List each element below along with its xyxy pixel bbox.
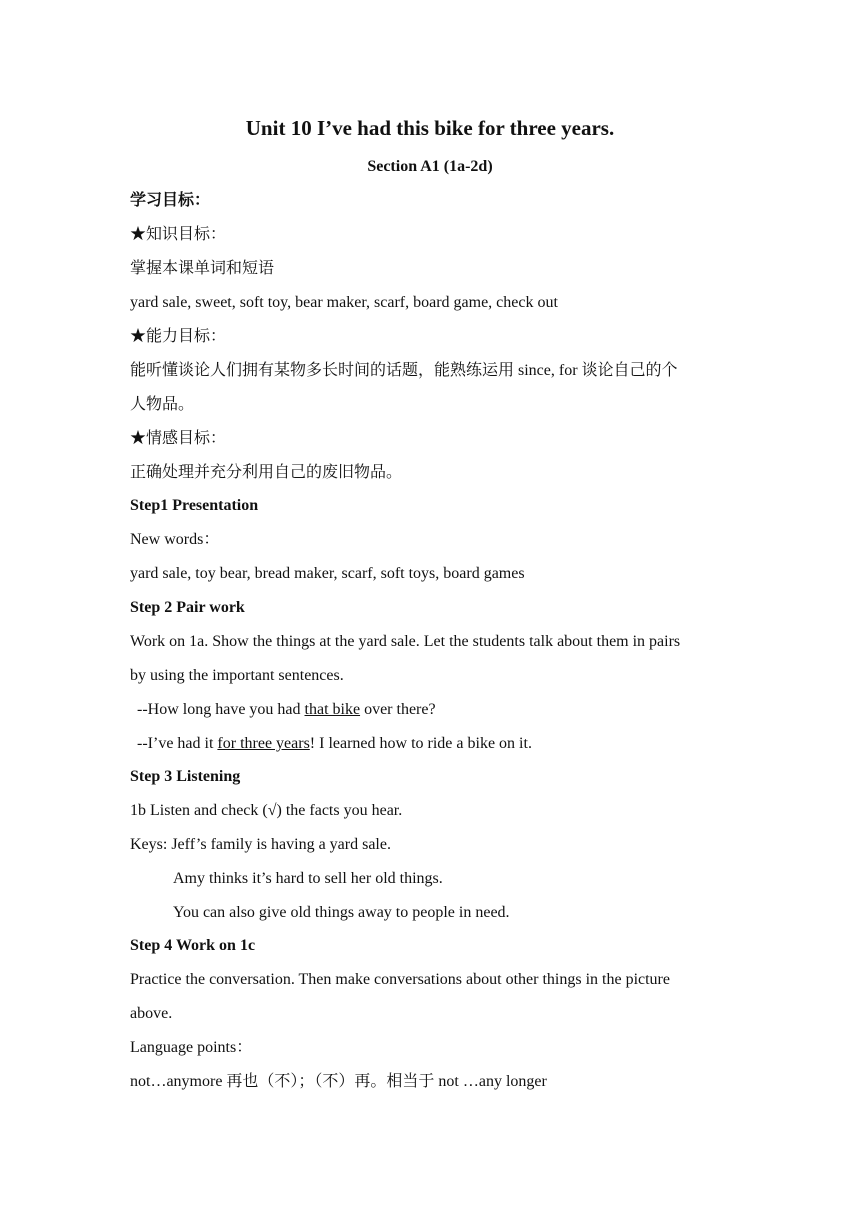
step2-instruction: Work on 1a. Show the things at the yard sale. Let the students talk about them in pairs: [130, 633, 681, 650]
emotion-line: 正确处理并充分利用自己的废旧物品。: [130, 464, 403, 481]
step3-instruction: 1b Listen and check (√) the facts you hear.: [130, 802, 403, 819]
ability-line: 能听懂谈论人们拥有某物多长时间的话题，能熟练运用 since, for 谈论自己的个: [130, 362, 678, 379]
step3-keys-line-2: Amy thinks it’s hard to sell her old things.: [173, 870, 443, 887]
question-text-post: over there?: [360, 701, 436, 718]
step2-answer-line: [137, 732, 747, 756]
answer-text-pre: --I’ve had it: [137, 735, 218, 752]
step4-instruction-continued: above.: [130, 1005, 173, 1022]
emotion-heading: ★情感目标：: [130, 430, 227, 447]
answer-underlined-phrase: for three years: [217, 735, 310, 752]
objectives-heading: 学习目标：: [130, 192, 211, 209]
question-underlined-phrase: that bike: [304, 701, 361, 718]
step2-question-line: [137, 698, 747, 722]
step1-new-words-label: New words：: [130, 531, 220, 548]
step1-vocab-line: yard sale, toy bear, bread maker, scarf, soft toys, board games: [130, 565, 525, 582]
question-text-pre: --How long have you had: [137, 701, 305, 718]
language-point-line: not…anymore 再也（不）；（不）再。相当于 not …any longer: [130, 1073, 547, 1090]
step4-instruction: Practice the conversation. Then make conversations about other things in the picture: [130, 971, 670, 988]
language-points-label: Language points：: [130, 1039, 253, 1056]
answer-text-post: ! I learned how to ride a bike on it.: [309, 735, 532, 752]
knowledge-heading: ★知识目标：: [130, 226, 227, 243]
ability-heading: ★能力目标：: [130, 328, 227, 345]
step4-heading: Step 4 Work on 1c: [130, 937, 256, 954]
step1-heading: Step1 Presentation: [130, 497, 259, 514]
document-title: Unit 10 I’ve had this bike for three years.: [245, 116, 615, 140]
step3-keys-line-3: You can also give old things away to people in need.: [173, 904, 510, 921]
knowledge-line: 掌握本课单词和短语: [130, 260, 275, 277]
step2-heading: Step 2 Pair work: [130, 599, 245, 616]
knowledge-vocab-line: yard sale, sweet, soft toy, bear maker, scarf, board game, check out: [130, 294, 558, 311]
step3-heading: Step 3 Listening: [130, 768, 241, 785]
step2-instruction-continued: by using the important sentences.: [130, 667, 344, 684]
step3-keys-line: Keys: Jeff’s family is having a yard sale.: [130, 836, 391, 853]
ability-line-continued: 人物品。: [130, 396, 195, 413]
section-subtitle: Section A1 (1a-2d): [367, 158, 493, 175]
